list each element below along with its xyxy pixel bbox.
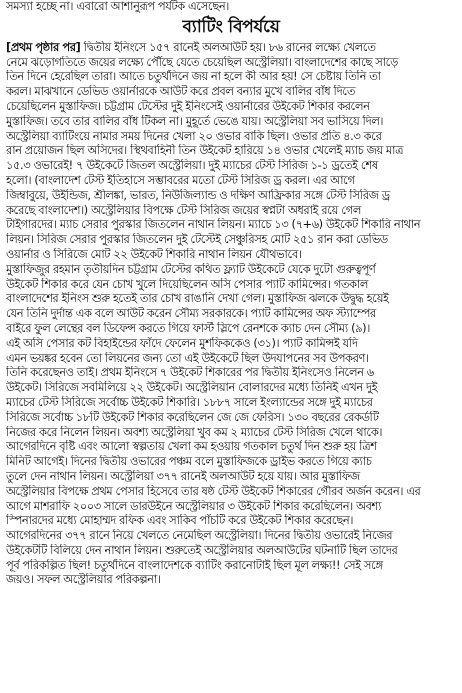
article-line: আগে মাশরাফি ২০০৩ সালে ডারউইনে অস্ট্রেলিয়ার ৩ উইকেট শিকার করেছিলেন। অবশ্য <box>6 499 382 513</box>
article-line: উইকেট। সিরিজে সবমিলিয়ে ২২ উইকেট। অস্ট্রেলিয়ান বোলারদের মধ্যে তিনিই এখন দুই <box>6 381 378 395</box>
article-line: নেমে ঝড়োগতিতে জয়ের লক্ষ্যে পৌঁছে যেতে চেয়েছিল অস্ট্রেলিয়া। বাংলাদেশের কাছে সাড়ে <box>6 55 398 69</box>
article-line: যেন তিনি দুর্দান্ত এক বলে আউট করেন সৌম্য সরকারকে। প্যাট কামিন্সের অফ স্ট্যাম্পের <box>6 307 376 321</box>
article-line: আগেরদিনের ৩৭৭ রানে নিয়ে খেলতে নেমেছিল অস্ট্রেলিয়া। দিনের দ্বিতীয় ওভারেই নিজের <box>6 529 393 543</box>
article-headline: ব্যাটিং বিপর্যয়ে <box>182 16 280 37</box>
article-line: ম্যাচের টেস্ট সিরিজে সর্বোচ্চ উইকেট শিকারি। ১৮৮৭ সালে ইংল্যান্ডের সঙ্গে দুই ম্যাচের <box>6 395 373 409</box>
article-line <box>6 41 456 56</box>
article-line: তিন দিনে হেরেছিল তারা। আতে চতুর্থদিনে জয় না হলে কী আর হয়! সে চেষ্টায় তিনি তা <box>6 70 381 84</box>
article-line: বাইরে ফুল লেন্থের বল ডিফেন্স করতে গিয়ে ফার্স্ট স্লিপে রেনশকে ক্যাচ দেন সৌম্য (৯)। <box>6 321 370 335</box>
article-line: টাইগারদের। ম্যাচ সেরার পুরস্কার জিতলেন নাথান লিয়ন। ম্যাচে ১৩ (৭+৬) উইকেট শিকারি নাথান <box>6 218 421 232</box>
article-line: জিম্বাবুয়ে, উইন্ডিজ, শ্রীলঙ্কা, ভারত, নিউজিল্যান্ড ও দক্ষিণ আফ্রিকার সঙ্গে টেস্ট সিরিজ ড্র <box>6 188 390 202</box>
article-line: জয়ও। সফল অস্ট্রেলিয়ার পরিকল্পনা। <box>6 573 161 587</box>
article-line: লিয়ন। সিরিজ সেরার পুরস্কার জিতলেন দুই টেস্টেই সেঞ্চুরিসহ মোট ২৫১ রান করা ডেভিড <box>6 233 388 247</box>
article-line: উইকেটটি বিলিয়ে দেন নাথান লিয়ন। শুরুতেই অস্ট্রেলিয়ার অলআউটের ঘটনাটি ছিল তাদের <box>6 543 398 557</box>
article-line: মুস্তাফিজুর রহমান তৃতীয়দিন চট্টগ্রাম টেস্টের কথিত ফ্ল্যাট উইকেটে যেকে দুটো গুরুত্বপূর্ণ <box>6 262 376 276</box>
article-line: মুস্তাফিজ। তবে তার বালির বাঁধ টিকল না। মুহূর্তে ভেঙে যায়। অস্ট্রেলিয়া সব ভাসিয়ে দিল। <box>6 114 384 128</box>
article-line: চেয়েছিলেন মুস্তাফিজ। চট্টগ্রাম টেস্টের দুই ইনিংসেই ওয়ার্নারের উইকেট শিকার করলেন <box>6 99 370 113</box>
article-line: এই অসি পেসার কট বিহাইন্ডের ফাঁদে ফেলেন মুশফিককেও (৩১)। প্যাট কামিন্সই যদি <box>6 336 358 350</box>
article-line: তিনি করেছেনও তাই। প্রথম ইনিংসে ৭ উইকেট শিকারের পর দ্বিতীয় ইনিংসেও নিলেন ৬ <box>6 366 374 380</box>
article-line: নিজের করে নিলেন লিয়ন। অবশ্য অস্ট্রেলিয়া খুব কম ২ ম্যাচের টেস্ট সিরিজ খেলে থাকে। <box>6 425 383 439</box>
article-line: তুলে দেন নাথান লিয়ন। অস্ট্রেলিয়া ৩৭৭ রানেই অলআউট হয়ে যায়। আর মুস্তাফিজ <box>6 469 360 483</box>
article-line: অস্ট্রেলিয়া ব্যাটিংয়ে নামার সময় দিনের খেলা ২০ ওভার বাকি ছিল। ওভার প্রতি ৪.৩ করে <box>6 129 382 143</box>
article-line: ১৫.৩ ওভারেই! ৭ উইকেটে জিতল অস্ট্রেলিয়া। দুই ম্যাচের টেস্ট সিরিজ ১-১ ড্রতেই শেষ <box>6 159 378 173</box>
article-line: হলো। (বাংলাদেশ টেস্ট ইতিহাসে সম্ভাবরের মতো টেস্ট সিরিজ ড্র করল। এর আগে <box>6 173 355 187</box>
article-line: রান প্রয়োজন ছিল অসিদের। স্থিথবাহিনী তিন উইকেট হারিয়ে ১৪ ওভার খেলেই ম্যাচ জয় মাত্র <box>6 144 404 158</box>
article-line: আগেরদিনে বৃষ্টি এবং আলো স্বল্পতায় খেলা কম হওয়ায় গতকাল চতুর্থ দিন শুরু হয় ত্রিশ <box>6 440 377 454</box>
article-line: করেছে বাংলাদেশ।) অস্ট্রেলিয়ার বিপক্ষে টেস্ট সিরিজ জয়ের স্বপ্নটা অধরাই রয়ে গেল <box>6 203 361 217</box>
article-line: স্পিনারদের মধ্যে মোহাম্মদ রফিক এবং সাকিব পাঁচটি করে উইকেট শিকার করেছেন। <box>6 514 354 528</box>
previous-article-last-line: সমস্যা হচ্ছে না। এবারো আশানুরূপ পর্যটক এসেছেন। <box>6 0 229 13</box>
article-line-text: দ্বিতীয় ইনিংসে ১৫৭ রানেই অলআউট হয়। ৮৬ রানের লক্ষ্যে খেলতে <box>80 40 376 54</box>
article-line: পূর্ব পরিকল্পিত ছিল! চতুর্থদিনে বাংলাদেশকে ব্যাটিং করানোটাই ছিল মূল লক্ষ্য!! সেই সঙ্গে <box>6 558 383 572</box>
article-line: করল। মাঝখানে ডেভিড ওয়ার্নারকে আউট করে প্রবল বন্যার মুখে বালির বাঁধ দিতে <box>6 85 355 99</box>
article-line: সিরিজে সর্বোচ্চ ১৮টি উইকেট শিকার করেছিলেন জে জে ফেরিস। ১৩০ বছরের রেকর্ডটি <box>6 410 379 424</box>
article-line: অস্ট্রেলিয়ার বিপক্ষে প্রথম পেসার হিসেবে তার ষষ্ঠ টেস্ট উইকেট শিকারের গৌরব অর্জন করেন। এর <box>6 484 421 498</box>
article-body <box>6 41 456 588</box>
article-line: মিনিট আগেই। দিনের দ্বিতীয় ওভারের পঞ্চম বলে মুস্তাফিজকে ড্রাইভ করতে গিয়ে ক্যাচ <box>6 455 372 469</box>
article-line: বাংলাদেশের ইনিংস শুরু হতেই তার চোখ রাঙানি দেখা গেল। মুস্তাফিজ ঝলকে উদ্বুদ্ধ হয়েই <box>6 292 389 306</box>
article-line: উইকেট শিকার করে যেন চোখ খুলে দিয়েছিলেন অসি পেসার প্যাট কামিন্সের। গতকাল <box>6 277 368 291</box>
article-line: এমন ভয়ঙ্কর হবেন তো লিয়নের জন্য তো এই উইকেটে ছিল উদযাপনের সব উপকরণ। <box>6 351 369 365</box>
continued-tag: [প্রথম পৃষ্ঠার পর] <box>6 40 81 54</box>
article-line: ওয়ার্নার ও সিরিজে মোট ২২ উইকেট শিকারি নাথান লিয়ন যৌথভাবে। <box>6 247 302 261</box>
